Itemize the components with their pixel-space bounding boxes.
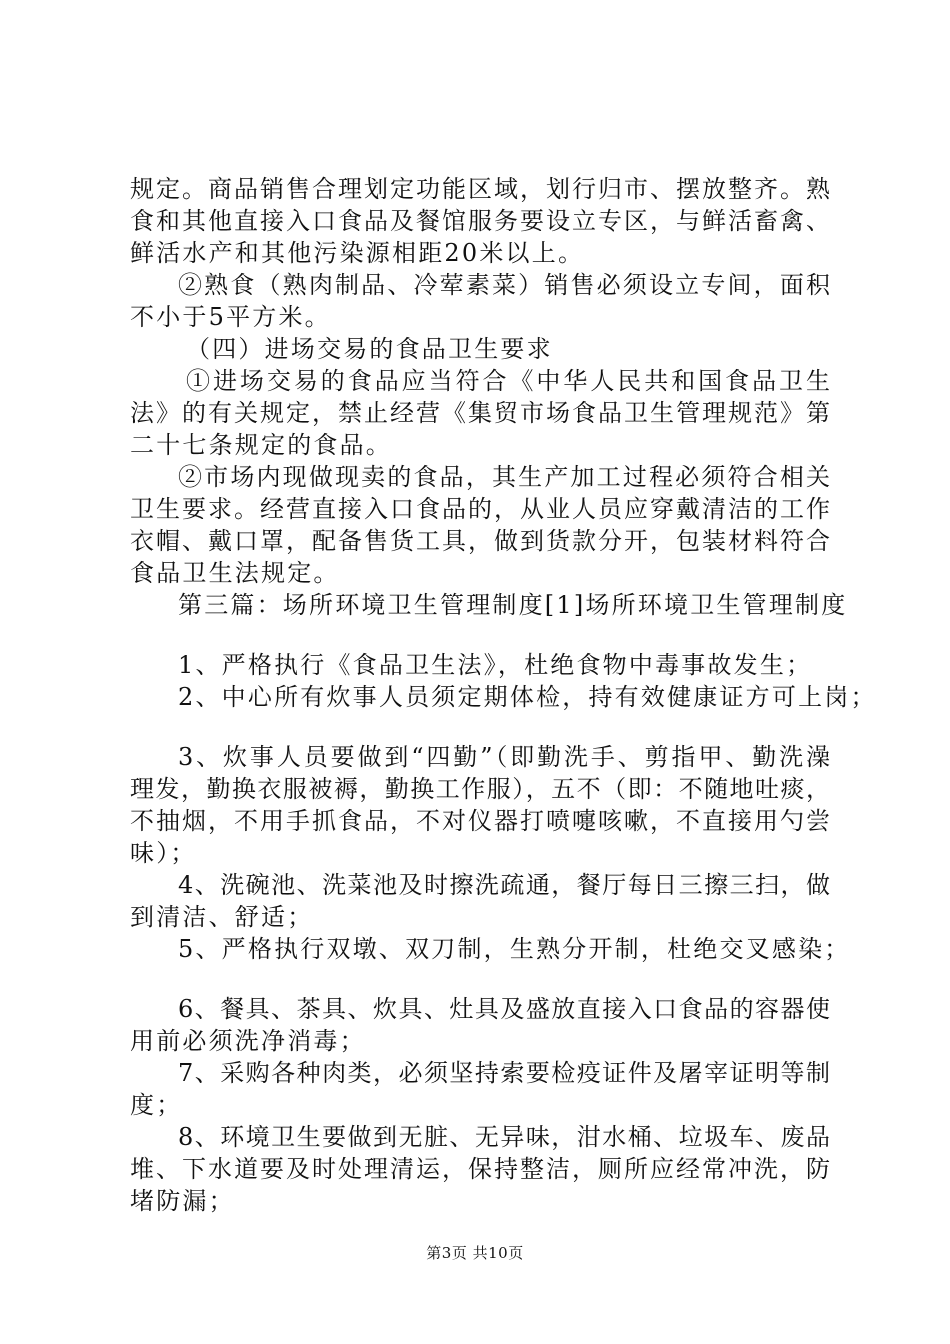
- text-line: 鲜活水产和其他污染源相距20米以上。: [130, 239, 585, 267]
- text-line: ②熟食（熟肉制品、冷荤素菜）销售必须设立专间，面积: [178, 271, 830, 299]
- text-line: 食品卫生法规定。: [130, 559, 340, 587]
- text-line: 3、炊事人员要做到“四勤”（即勤洗手、剪指甲、勤洗澡: [178, 743, 830, 771]
- section-heading: （四）进场交易的食品卫生要求: [186, 335, 553, 363]
- text-line: 不小于5平方米。: [130, 303, 331, 331]
- chapter-title: 第三篇：场所环境卫生管理制度[1]场所环境卫生管理制度: [178, 591, 848, 619]
- text-line: 8、环境卫生要做到无脏、无异味，泔水桶、垃圾车、废品: [178, 1123, 830, 1151]
- text-line: 4、洗碗池、洗菜池及时擦洗疏通，餐厅每日三擦三扫，做: [178, 871, 830, 899]
- text-line: 6、餐具、茶具、炊具、灶具及盛放直接入口食品的容器使: [178, 995, 830, 1023]
- text-line: ①进场交易的食品应当符合《中华人民共和国食品卫生: [186, 367, 830, 395]
- text-line: 法》的有关规定，禁止经营《集贸市场食品卫生管理规范》第: [130, 399, 830, 427]
- text-line: 用前必须洗净消毒；: [130, 1027, 366, 1055]
- text-line: 度；: [130, 1091, 183, 1119]
- text-line: 1、严格执行《食品卫生法》，杜绝食物中毒事故发生；: [178, 651, 813, 679]
- text-line: 衣帽、戴口罩，配备售货工具，做到货款分开，包装材料符合: [130, 527, 830, 555]
- text-line: 到清洁、舒适；: [130, 903, 314, 931]
- blank-line: [130, 713, 830, 741]
- blank-line: [130, 965, 830, 993]
- text-line: 食和其他直接入口食品及餐馆服务要设立专区，与鲜活畜禽、: [130, 207, 830, 235]
- text-line: 卫生要求。经营直接入口食品的，从业人员应穿戴清洁的工作: [130, 495, 830, 523]
- blank-line: [130, 621, 830, 649]
- text-line: ②市场内现做现卖的食品，其生产加工过程必须符合相关: [178, 463, 830, 491]
- page-footer: 第3页 共10页: [426, 1244, 524, 1262]
- document-body: [130, 173, 877, 1217]
- text-line: 7、采购各种肉类，必须坚持索要检疫证件及屠宰证明等制: [178, 1059, 830, 1087]
- text-line: 理发，勤换衣服被褥，勤换工作服），五不（即：不随地吐痰，: [130, 775, 830, 803]
- text-line: 5、严格执行双墩、双刀制，生熟分开制，杜绝交叉感染；: [178, 935, 851, 963]
- text-line: 堵防漏；: [130, 1187, 235, 1215]
- text-line: 2、中心所有炊事人员须定期体检，持有效健康证方可上岗；: [178, 683, 877, 711]
- text-line: 不抽烟，不用手抓食品，不对仪器打喷嚏咳嗽，不直接用勺尝: [130, 807, 830, 835]
- text-line: 规定。商品销售合理划定功能区域，划行归市、摆放整齐。熟: [130, 175, 830, 203]
- text-line: 二十七条规定的食品。: [130, 431, 392, 459]
- text-line: 堆、下水道要及时处理清运，保持整洁，厕所应经常冲洗，防: [130, 1155, 830, 1183]
- text-line: 味）；: [130, 839, 197, 867]
